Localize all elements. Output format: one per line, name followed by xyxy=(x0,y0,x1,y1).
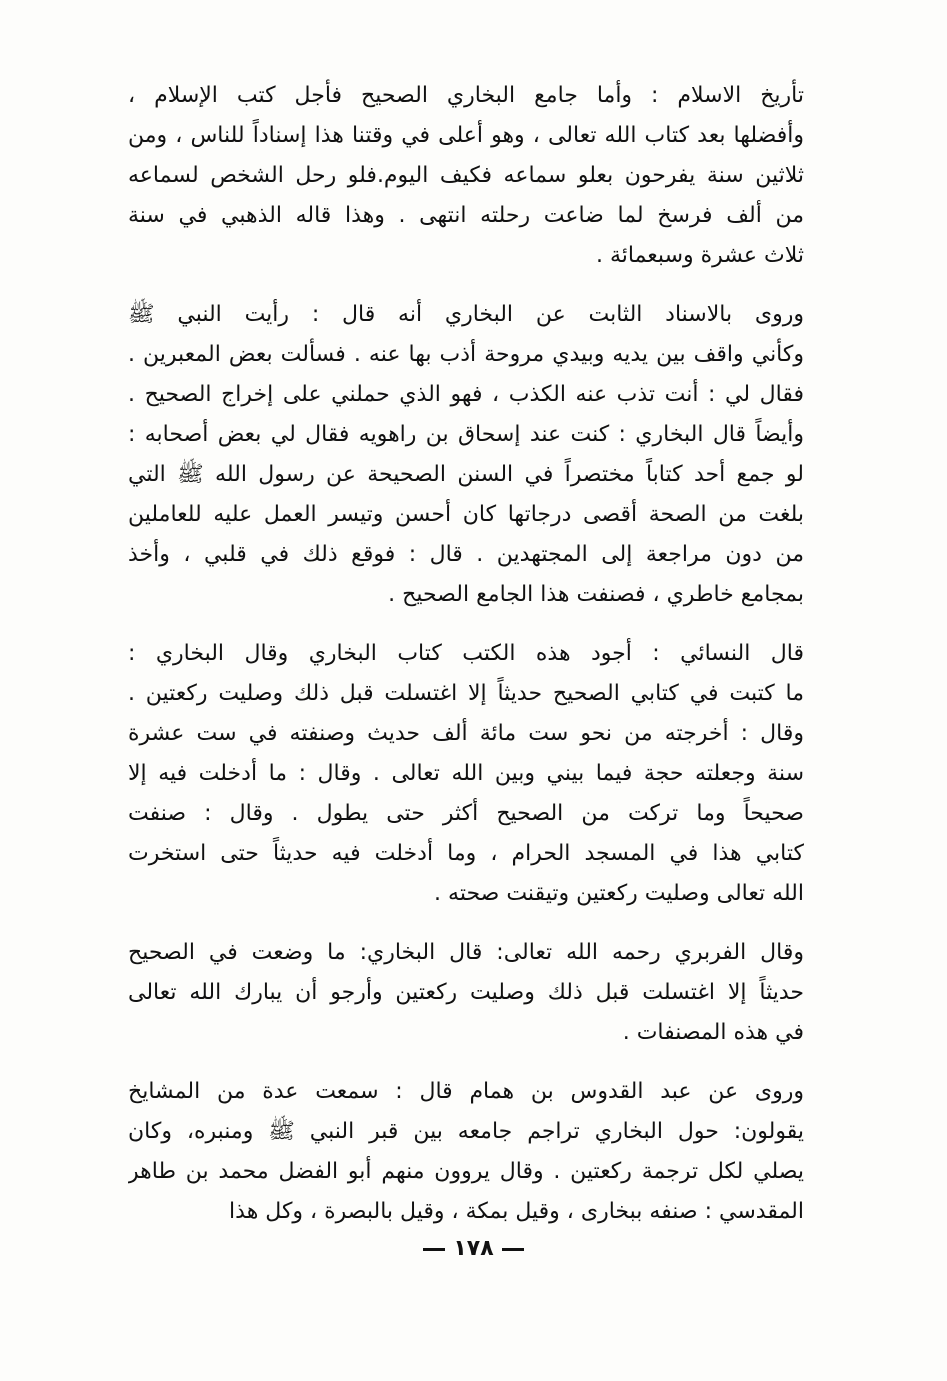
text-line: ثلاثين سنة يفرحون بعلو سماعه فكيف اليوم.فلو رحل الشخص لسماعه xyxy=(128,163,804,188)
paragraph xyxy=(128,76,804,276)
text-line: وقال الفربري رحمه الله تعالى: قال البخاري: ما وضعت في الصحيح xyxy=(128,940,804,965)
text-line: ثلاث عشرة وسبعمائة . xyxy=(595,243,804,268)
text-line: كتابي هذا في المسجد الحرام ، وما أدخلت فيه حديثاً حتى استخرت xyxy=(128,841,804,866)
text-line: وروى عن عبد القدوس بن همام قال : سمعت عدة من المشايخ xyxy=(128,1079,804,1104)
paragraph-gap xyxy=(128,914,804,933)
paragraph xyxy=(128,933,804,1053)
page-number-footer xyxy=(0,1236,947,1261)
text-line: سنة وجعلته حجة فيما بيني وبين الله تعالى . وقال : ما أدخلت فيه إلا xyxy=(128,761,804,786)
body-text xyxy=(128,76,804,1232)
text-line: بمجامع خاطري ، فصنفت هذا الجامع الصحيح . xyxy=(388,582,804,607)
text-line: الله تعالى وصليت ركعتين وتيقنت صحته . xyxy=(434,881,804,906)
text-line: يصلي لكل ترجمة ركعتين . وقال يروون منهم أبو الفضل محمد بن طاهر xyxy=(128,1159,804,1184)
text-line: صحيحاً وما تركت من الصحيح أكثر حتى يطول . وقال : صنفت xyxy=(128,801,804,826)
paragraph xyxy=(128,634,804,914)
text-line: المقدسي : صنفه ببخارى ، وقيل بمكة ، وقيل بالبصرة ، وكل هذا xyxy=(229,1199,804,1224)
paragraph-gap xyxy=(128,276,804,295)
text-line: وأفضلها بعد كتاب الله تعالى ، وهو أعلى في وقتنا هذا إسناداً للناس ، ومن xyxy=(128,123,804,148)
text-line: وأيضاً قال البخاري : كنت عند إسحاق بن راهويه فقال لي بعض أصحابه : xyxy=(128,422,804,447)
text-line: يقولون: حول البخاري تراجم جامعه بين قبر النبي ﷺ ومنبره، وكان xyxy=(128,1119,804,1144)
text-line: وروى بالاسناد الثابت عن البخاري أنه قال : رأيت النبي ﷺ xyxy=(128,302,804,327)
page-number: ١٧٨ xyxy=(453,1236,494,1261)
text-line: حديثاً إلا اغتسلت قبل ذلك وصليت ركعتين وأرجو أن يبارك الله تعالى xyxy=(128,980,804,1005)
text-line: قال النسائي : أجود هذه الكتب كتاب البخاري وقال البخاري : xyxy=(128,641,804,666)
paragraph xyxy=(128,1072,804,1232)
text-line: في هذه المصنفات . xyxy=(622,1020,804,1045)
dash-left xyxy=(423,1248,445,1251)
text-line: لو جمع أحد كتاباً مختصراً في السنن الصحيحة عن رسول الله ﷺ التي xyxy=(128,462,804,487)
paragraph xyxy=(128,295,804,615)
text-line: تأريخ الاسلام : وأما جامع البخاري الصحيح فأجل كتب الإسلام ، xyxy=(128,83,804,108)
text-line: وكأني واقف بين يديه وبيدي مروحة أذب بها عنه . فسألت بعض المعبرين . xyxy=(128,342,804,367)
paragraph-gap xyxy=(128,1053,804,1072)
paragraph-gap xyxy=(128,615,804,634)
text-line: من دون مراجعة إلى المجتهدين . قال : فوقع ذلك في قلبي ، وأخذ xyxy=(128,542,804,567)
dash-right xyxy=(502,1248,524,1251)
text-line: فقال لي : أنت تذب عنه الكذب ، فهو الذي حملني على إخراج الصحيح . xyxy=(128,382,804,407)
text-line: بلغت من الصحة أقصى درجاتها كان أحسن وتيسر العمل عليه للعاملين xyxy=(128,502,804,527)
text-line: من ألف فرسخ لما ضاعت رحلته انتهى . وهذا قاله الذهبي في سنة xyxy=(128,203,804,228)
text-line: ما كتبت في كتابي الصحيح حديثاً إلا اغتسلت قبل ذلك وصليت ركعتين . xyxy=(128,681,804,706)
text-line: وقال : أخرجته من نحو ست مائة ألف حديث وصنفته في ست عشرة xyxy=(128,721,804,746)
